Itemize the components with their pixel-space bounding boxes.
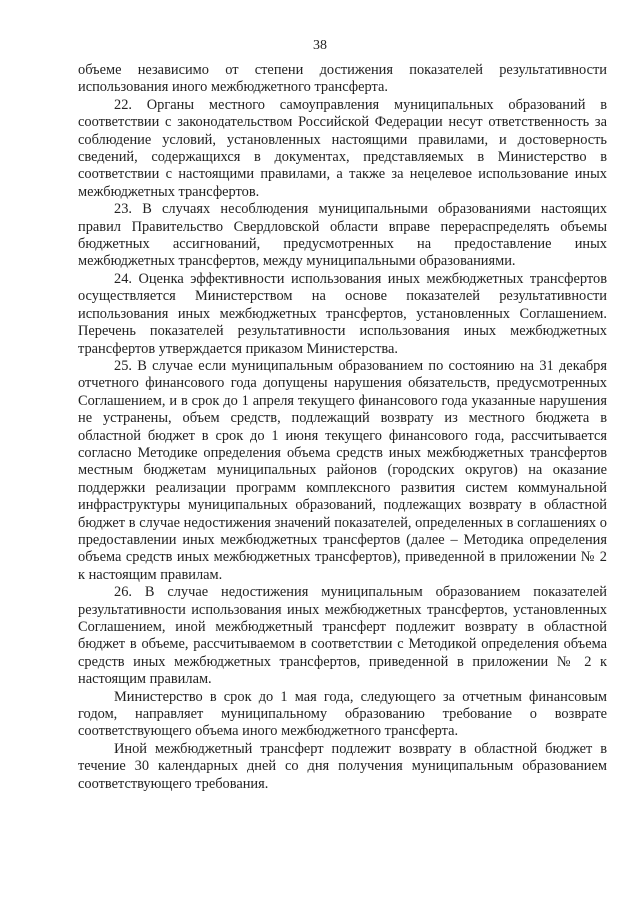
paragraph-return-term: Иной межбюджетный трансферт подлежит возврату в областной бюджет в течение 30 календарных дней со дня получения муниципальным образованием соответствующего требования. [78,740,607,792]
paragraph-23: 23. В случаях несоблюдения муниципальными образованиями настоящих правил Правительство Свердловской области вправе перераспределять объемы бюджетных ассигнований, предусмотренных на предоставление иных межбюджетных трансфертов, между муниципальными образованиями. [78,201,607,270]
paragraph-22: 22. Органы местного самоуправления муниципальных образований в соответствии с законодательством Российской Федерации несут ответственность за соблюдение условий, установленных настоящими правилами, и достоверность сведений, содержащихся в документах, представляемых в Министерство в соответствии с настоящими правилами, а также за нецелевое использование иных межбюджетных трансфертов. [78,96,607,200]
page-number: 38 [313,38,327,53]
paragraph-25: 25. В случае если муниципальным образованием по состоянию на 31 декабря отчетного финансового года допущены нарушения обязательств, предусмотренных Соглашением, и в срок до 1 апреля текущего финансового года указанные нарушения не устранены, объем средств, подлежащий возврату из местного бюджета в областной бюджет в срок до 1 июня текущего финансового года, рассчитывается согласно Методике определения объема средств иных межбюджетных трансфертов местным бюджетам муниципальных районов (городских округов) на оказание поддержки реализации программ комплексного развития систем коммунальной инфраструктуры муниципальных образований, подлежащих возврату в областной бюджет в случае недостижения значений показателей, определенных в соглашениях о предоставлении иных межбюджетных трансфертов (далее – Методика определения объема средств иных межбюджетных трансфертов), приведенной в приложении № 2 к настоящим правилам. [78,357,607,583]
paragraph-24: 24. Оценка эффективности использования иных межбюджетных трансфертов осуществляется Министерством на основе показателей результативности использования иных межбюджетных трансфертов, установленных Соглашением. Перечень показателей результативности использования иных межбюджетных трансфертов утверждается приказом Министерства. [78,270,607,357]
paragraph-26: 26. В случае недостижения муниципальным образованием показателей результативности использования иных межбюджетных трансфертов, установленных Соглашением, иной межбюджетный трансферт подлежит возврату в областной бюджет в объеме, рассчитываемом в соответствии с Методикой определения объема средств иных межбюджетных трансфертов, приведенной в приложении № 2 к настоящим правилам. [78,584,607,688]
document-body [78,62,607,793]
paragraph-continuation: объеме независимо от степени достижения показателей результативности использования иного межбюджетного трансферта. [78,62,607,96]
paragraph-ministry-deadline: Министерство в срок до 1 мая года, следующего за отчетным финансовым годом, направляет муниципальному образованию требование о возврате соответствующего объема иного межбюджетного трансферта. [78,688,607,740]
